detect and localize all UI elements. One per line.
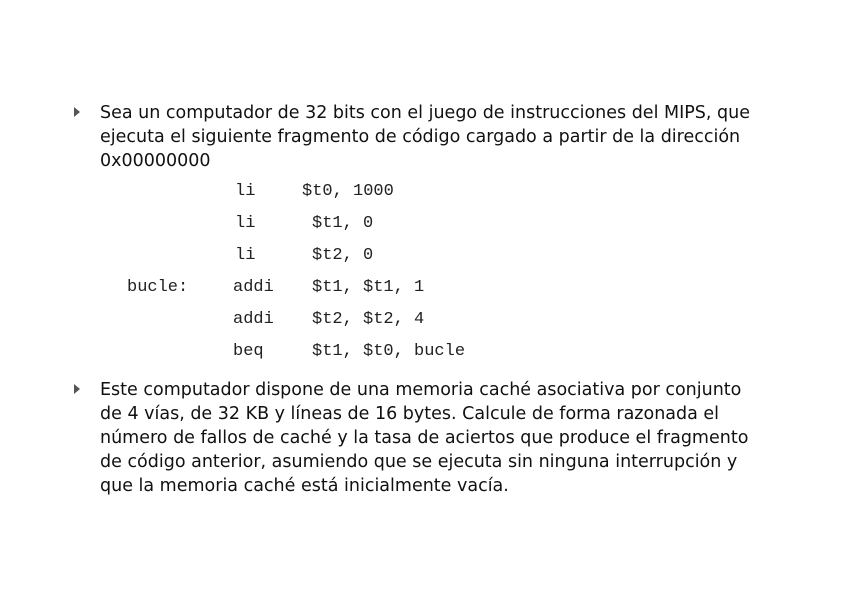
text-line: que la memoria caché está inicialmente vacía.: [100, 476, 509, 496]
text-line: Sea un computador de 32 bits con el juego de instrucciones del MIPS, que: [100, 103, 751, 123]
code-opcode: li: [235, 246, 256, 265]
code-operands: $t2, $t2, 4: [312, 310, 425, 329]
code-operands: $t2, 0: [312, 246, 374, 265]
code-opcode: li: [235, 214, 256, 233]
text-line: Este computador dispone de una memoria caché asociativa por conjunto: [100, 380, 742, 400]
code-operands: $t1, $t0, bucle: [312, 342, 466, 361]
code-opcode: beq: [233, 342, 264, 361]
bullet-text-1: [100, 101, 772, 173]
text-line: de 4 vías, de 32 KB y líneas de 16 bytes. Calcule de forma razonada el: [100, 404, 720, 424]
bullet-triangle-icon: [74, 384, 80, 394]
code-opcode: addi: [233, 310, 274, 329]
code-operands: $t1, 0: [312, 214, 374, 233]
text-line: ejecuta el siguiente fragmento de código cargado a partir de la dirección: [100, 127, 741, 147]
bullet-text-2: [100, 378, 772, 498]
code-operands: $t0, 1000: [302, 182, 394, 201]
text-line: 0x00000000: [100, 151, 211, 171]
bullet-triangle-icon: [74, 107, 80, 117]
code-operands: $t1, $t1, 1: [312, 278, 425, 297]
code-label: bucle:: [127, 278, 189, 297]
text-line: número de fallos de caché y la tasa de aciertos que produce el fragmento: [100, 428, 749, 448]
code-opcode: li: [235, 182, 256, 201]
text-line: de código anterior, asumiendo que se ejecuta sin ninguna interrupción y: [100, 452, 738, 472]
code-opcode: addi: [233, 278, 274, 297]
